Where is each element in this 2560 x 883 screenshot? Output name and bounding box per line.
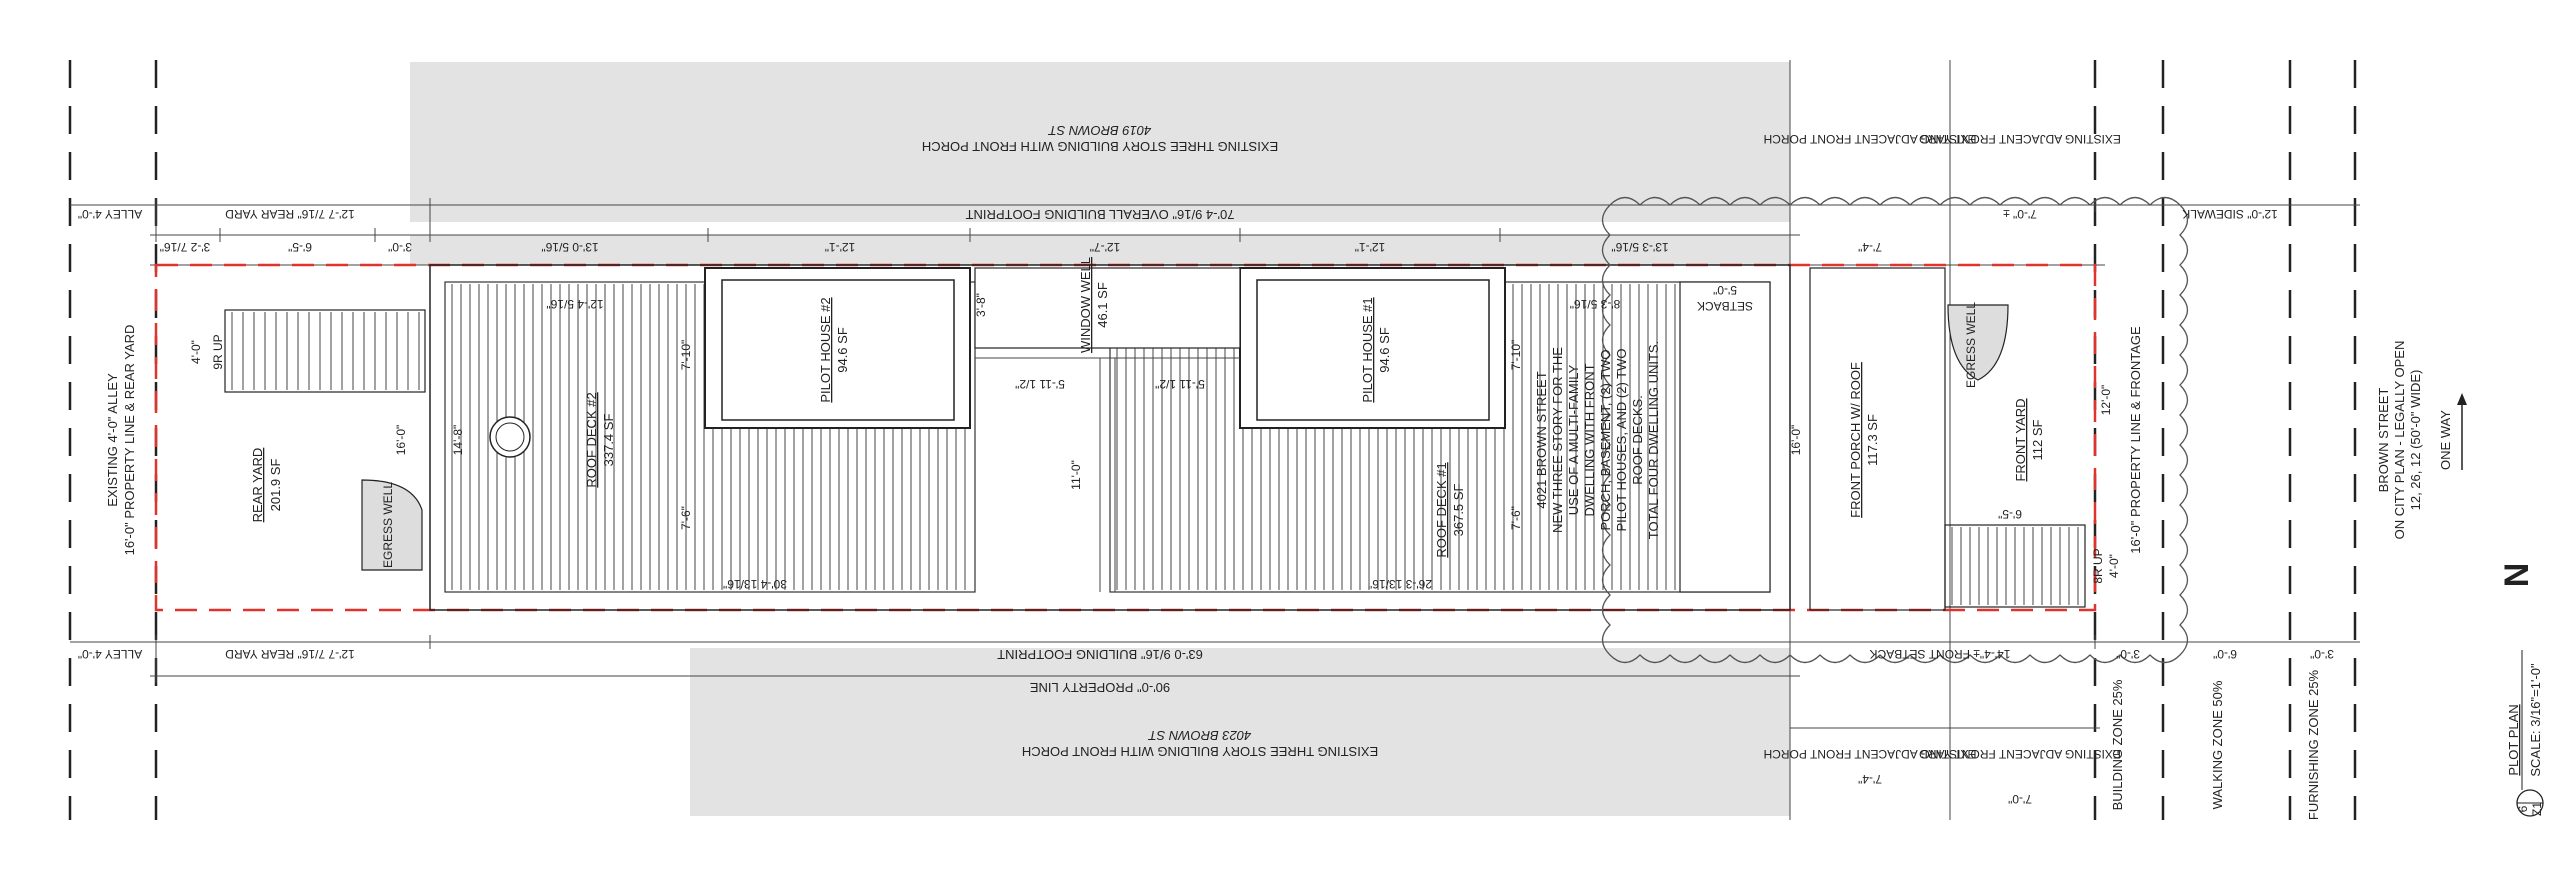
south-neighbor-address: 4023 BROWN ST bbox=[1148, 728, 1252, 743]
front-porch-area: 117.3 SF bbox=[1865, 414, 1880, 466]
setback-dim: 5'-0" bbox=[1713, 283, 1737, 297]
dim-30-4: 30'-4 13/16" bbox=[723, 577, 787, 591]
dim-v-7-6a: 7'-6" bbox=[679, 506, 693, 530]
roof-deck-2-area: 337.4 SF bbox=[601, 413, 616, 467]
pilot-house-1-label: PILOT HOUSE #1 bbox=[1360, 297, 1375, 403]
furnishing-zone-dim: 3'-0" bbox=[2310, 647, 2334, 661]
note-line-3: USE OF A MULTI-FAMILY bbox=[1566, 364, 1581, 516]
roof-deck-2-label: ROOF DECK #2 bbox=[584, 392, 599, 488]
dim-top-rear-yard: 12'-7 7/16" REAR YARD bbox=[225, 207, 355, 221]
dim-bot-property-line: 90'-0" PROPERTY LINE bbox=[1029, 680, 1171, 695]
dim-seg-1: 3'-2 7/16" bbox=[159, 240, 211, 254]
dim-v-14-8: 14'-8" bbox=[451, 424, 465, 456]
note-line-4: DWELLING WITH FRONT bbox=[1582, 363, 1597, 517]
north-neighbor-address: 4019 BROWN ST bbox=[1048, 123, 1152, 138]
plan-scale: SCALE: 3/16"=1'-0" bbox=[2528, 663, 2543, 777]
dim-5-11b: 5'-11 1/2" bbox=[1155, 377, 1205, 391]
sheet-number: 6 bbox=[2516, 805, 2530, 813]
note-line-5: PORCH, BASEMENT, (2) TWO bbox=[1598, 349, 1613, 531]
dim-top-alley: ALLEY 4'-0" bbox=[77, 207, 143, 221]
dim-top-front: 7'-0" ± bbox=[2003, 207, 2037, 221]
front-egress-well bbox=[1948, 305, 2008, 380]
adj-yard-north: EXISTING ADJACENT FRONT YARD bbox=[1919, 132, 2121, 146]
dim-8-3: 8'-3 5/16" bbox=[1569, 297, 1621, 311]
dim-top-sidewalk: 12'-0" SIDEWALK bbox=[2182, 207, 2278, 221]
dim-v-4b: 4'-0" bbox=[2107, 554, 2121, 578]
setback-label: SETBACK bbox=[1696, 299, 1754, 313]
roof-deck-1-label: ROOF DECK #1 bbox=[1434, 462, 1449, 558]
adj-porch-south: EXISTING ADJACENT FRONT PORCH bbox=[1763, 747, 1977, 761]
dim-26-3: 26'-3 13/16" bbox=[1368, 577, 1432, 591]
adj-yard-south: EXISTING ADJACENT FRONT YARD bbox=[1919, 747, 2121, 761]
building-zone-dim: 3'-0" bbox=[2116, 647, 2140, 661]
furnishing-zone-label: FURNISHING ZONE 25% bbox=[2306, 669, 2321, 821]
front-egress-label: EGRESS WELL bbox=[1964, 301, 1978, 389]
dim-bot-rear-yard: 12'-7 7/16" REAR YARD bbox=[225, 647, 355, 661]
pilot-house-2-area: 94.6 SF bbox=[835, 327, 850, 373]
dim-v-12: 12'-0" bbox=[2099, 384, 2113, 416]
note-line-6: PILOT HOUSES, AND (2) TWO bbox=[1614, 348, 1629, 532]
pilot-house-2-label: PILOT HOUSE #2 bbox=[818, 297, 833, 403]
dim-v-16b: 16'-0" bbox=[1789, 424, 1803, 456]
dim-v-7-6b: 7'-6" bbox=[1509, 506, 1523, 530]
street-name: BROWN STREET bbox=[2376, 387, 2391, 493]
note-line-8: TOTAL FOUR DWELLING UNITS. bbox=[1646, 340, 1661, 540]
title-block bbox=[2506, 650, 2544, 816]
rear-yard-label: REAR YARD bbox=[250, 447, 265, 523]
dim-v-16: 16'-0" bbox=[394, 424, 408, 456]
walking-zone-label: WALKING ZONE 50% bbox=[2210, 680, 2225, 810]
dim-bot-yard: 7'-0" bbox=[2008, 792, 2032, 806]
dim-seg-8: 13'-3 5/16" bbox=[1611, 240, 1669, 254]
front-yard-label: FRONT YARD bbox=[2013, 398, 2028, 482]
street-city-plan: ON CITY PLAN - LEGALLY OPEN bbox=[2392, 340, 2407, 540]
front-yard-area: 112 SF bbox=[2030, 419, 2045, 461]
front-stair-label: 8R UP bbox=[2091, 548, 2105, 584]
dim-seg-9: 7'-4" bbox=[1858, 240, 1882, 254]
dim-6-5: 6'-5" bbox=[1998, 507, 2022, 521]
roof-deck-1-area: 367.5 SF bbox=[1451, 483, 1466, 537]
alley-label: EXISTING 4'-0" ALLEY bbox=[105, 373, 120, 507]
one-way-label: ONE WAY bbox=[2438, 410, 2453, 470]
rear-stair bbox=[225, 310, 425, 392]
adj-porch-north: EXISTING ADJACENT FRONT PORCH bbox=[1763, 132, 1977, 146]
window-well-label: WINDOW WELL bbox=[1078, 256, 1093, 354]
dim-seg-7: 12'-1" bbox=[1354, 240, 1386, 254]
dim-seg-2: 6'-5" bbox=[288, 240, 312, 254]
pilot-house-1-area: 94.6 SF bbox=[1377, 327, 1392, 373]
setback-zone bbox=[1680, 282, 1770, 592]
window-well-area: 46.1 SF bbox=[1095, 282, 1110, 328]
dim-bot-porch: 7'-4" bbox=[1858, 772, 1882, 786]
note-line-1: 4021 BROWN STREET bbox=[1534, 371, 1549, 509]
street-city-plan-dates: 12, 26, 12 (50'-0" WIDE) bbox=[2408, 369, 2423, 511]
note-line-2: NEW THREE STORY FOR THE bbox=[1550, 347, 1565, 533]
project-note bbox=[1534, 341, 1661, 539]
dim-v-7-10a: 7'-10" bbox=[679, 339, 693, 371]
building-zone-label: BUILDING ZONE 25% bbox=[2110, 679, 2125, 811]
dim-seg-5: 12'-1" bbox=[824, 240, 856, 254]
dim-seg-3: 3'-0" bbox=[388, 240, 412, 254]
rear-egress-label: EGRESS WELL bbox=[381, 481, 395, 569]
north-arrow-icon: N bbox=[2498, 562, 2536, 588]
sheet-reference: Z1 bbox=[2530, 801, 2544, 817]
plan-title: PLOT PLAN bbox=[2506, 704, 2521, 776]
dim-bot-footprint: 63'-0 9/16" BUILDING FOOTPRINT bbox=[997, 647, 1203, 662]
frontage-label: 16'-0" PROPERTY LINE & FRONTAGE bbox=[2128, 326, 2143, 554]
dim-v-3-8: 3'-8" bbox=[974, 293, 988, 317]
south-neighbor-label: EXISTING THREE STORY BUILDING WITH FRONT PORCH bbox=[1021, 744, 1379, 759]
front-stair bbox=[1945, 525, 2085, 607]
dim-v-7-10b: 7'-10" bbox=[1509, 339, 1523, 371]
dim-12-4: 12'-4 5/16" bbox=[546, 297, 604, 311]
dim-v-11: 11'-0" bbox=[1069, 460, 1083, 490]
dim-bot-front-setback: 14'-4"± FRONT SETBACK bbox=[1869, 647, 2011, 661]
north-neighbor-label: EXISTING THREE STORY BUILDING WITH FRONT PORCH bbox=[921, 139, 1279, 154]
note-line-7: ROOF DECKS. bbox=[1630, 395, 1645, 485]
front-porch-label: FRONT PORCH W/ ROOF bbox=[1848, 362, 1863, 518]
dim-bot-alley: ALLEY 4'-0" bbox=[77, 647, 143, 661]
alley-property-label: 16'-0" PROPERTY LINE & REAR YARD bbox=[122, 324, 137, 556]
dim-seg-6: 12'-7" bbox=[1089, 240, 1121, 254]
walking-zone-dim: 6'-0" bbox=[2213, 647, 2237, 661]
rear-yard-area: 201.9 SF bbox=[268, 458, 283, 512]
dim-seg-4: 13'-0 5/16" bbox=[541, 240, 599, 254]
dim-v-4: 4'-0" bbox=[189, 340, 203, 364]
dim-5-11a: 5'-11 1/2" bbox=[1015, 377, 1065, 391]
dim-top-overall: 70'-4 9/16" OVERALL BUILDING FOOTPRINT bbox=[965, 207, 1235, 222]
rear-stair-label: 9R UP bbox=[211, 334, 225, 370]
